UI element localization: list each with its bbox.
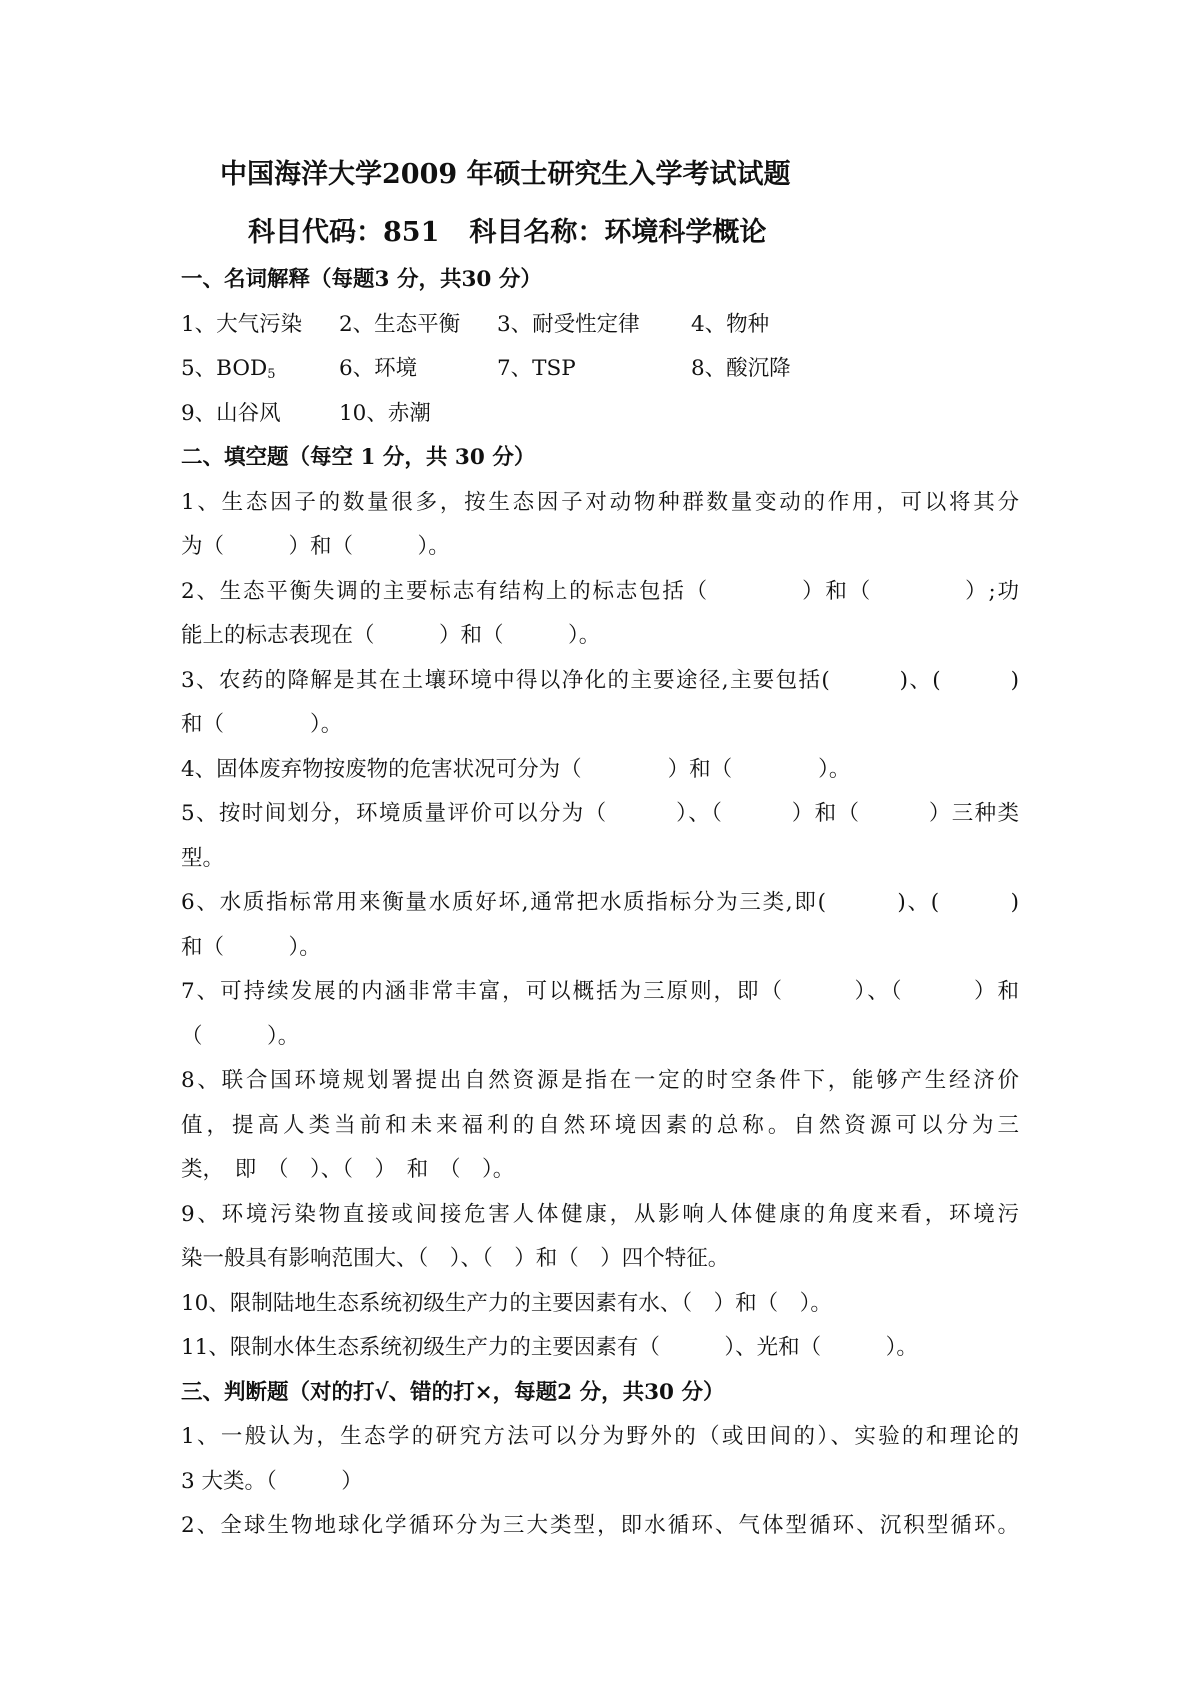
term-2: 2、生态平衡 xyxy=(339,311,461,337)
fill-line: 8、联合国环境规划署提出自然资源是指在一定的时空条件下，能够产生经济价 xyxy=(181,1068,1019,1093)
fill-line: （ ）。 xyxy=(181,1023,300,1049)
term-8: 8、酸沉降 xyxy=(691,356,791,381)
terms-row-1 xyxy=(181,303,1019,348)
fill-line: 为（ ）和（ ）。 xyxy=(181,534,450,559)
section3-heading: 三、判断题（对的打√、错的打×，每题2 分，共30 分） xyxy=(181,1379,725,1405)
section2-heading: 二、填空题（每空 1 分，共 30 分） xyxy=(181,445,536,470)
fill-line: 5、按时间划分，环境质量评价可以分为（ ）、（ ）和（ ）三种类 xyxy=(181,801,1019,826)
page-title: 中国海洋大学2009 年硕士研究生入学考试试题 xyxy=(220,159,791,190)
term-7: 7、TSP xyxy=(497,356,576,381)
fill-line: 类， 即 （ ）、（ ） 和 （ ）。 xyxy=(181,1157,515,1182)
term-5 xyxy=(181,347,339,392)
fill-line: 型。 xyxy=(181,845,225,871)
fill-line: 11、限制水体生态系统初级生产力的主要因素有（ ）、光和（ ）。 xyxy=(181,1335,918,1360)
fill-line: 4、固体废弃物按废物的危害状况可分为（ ）和（ ）。 xyxy=(181,756,851,782)
terms-row-3 xyxy=(181,392,1019,437)
term-5-text: 5、BOD xyxy=(181,356,268,381)
subject-name: 科目名称：环境科学概论 xyxy=(469,217,767,248)
fill-line: 7、可持续发展的内涵非常丰富，可以概括为三原则，即（ ）、（ ）和 xyxy=(181,979,1019,1004)
term-6: 6、环境 xyxy=(339,356,418,381)
term-9: 9、山谷风 xyxy=(181,400,281,426)
fill-line: 10、限制陆地生态系统初级生产力的主要因素有水、（ ）和（ ）。 xyxy=(181,1290,832,1316)
term-5-subscript: 5 xyxy=(267,367,276,382)
fill-line: 值，提高人类当前和未来福利的自然环境因素的总称。自然资源可以分为三 xyxy=(181,1112,1019,1138)
subject-code: 科目代码：851 xyxy=(248,217,440,248)
term-1: 1、大气污染 xyxy=(181,311,303,337)
section1-heading: 一、名词解释（每题3 分，共30 分） xyxy=(181,267,542,292)
fill-line: 和（ ）。 xyxy=(181,712,343,737)
judge-line: 3 大类。（ ） xyxy=(181,1468,363,1494)
terms-row-2 xyxy=(181,347,1019,392)
term-4: 4、物种 xyxy=(691,311,770,337)
fill-line: 能上的标志表现在（ ）和（ ）。 xyxy=(181,623,601,648)
term-10: 10、赤潮 xyxy=(339,400,431,426)
fill-line: 染一般具有影响范围大、（ ）、（ ）和（ ）四个特征。 xyxy=(181,1246,730,1271)
fill-line: 3、农药的降解是其在土壤环境中得以净化的主要途径,主要包括( )、( ) xyxy=(181,667,1019,693)
fill-line: 6、水质指标常用来衡量水质好坏,通常把水质指标分为三类,即( )、( ) xyxy=(181,890,1019,915)
term-3: 3、耐受性定律 xyxy=(497,311,640,337)
fill-line: 9、环境污染物直接或间接危害人体健康，从影响人体健康的角度来看，环境污 xyxy=(181,1201,1019,1227)
fill-line: 和（ ）。 xyxy=(181,934,321,960)
subject-line xyxy=(248,210,766,249)
judge-line: 1、一般认为，生态学的研究方法可以分为野外的（或田间的）、实验的和理论的 xyxy=(181,1424,1019,1449)
judge-line: 2、全球生物地球化学循环分为三大类型，即水循环、气体型循环、沉积型循环。 xyxy=(181,1513,1019,1538)
exam-content xyxy=(181,258,1019,1549)
fill-line: 2、生态平衡失调的主要标志有结构上的标志包括（ ）和（ ）;功 xyxy=(181,578,1019,604)
fill-line: 1、生态因子的数量很多，按生态因子对动物种群数量变动的作用，可以将其分 xyxy=(181,489,1019,515)
